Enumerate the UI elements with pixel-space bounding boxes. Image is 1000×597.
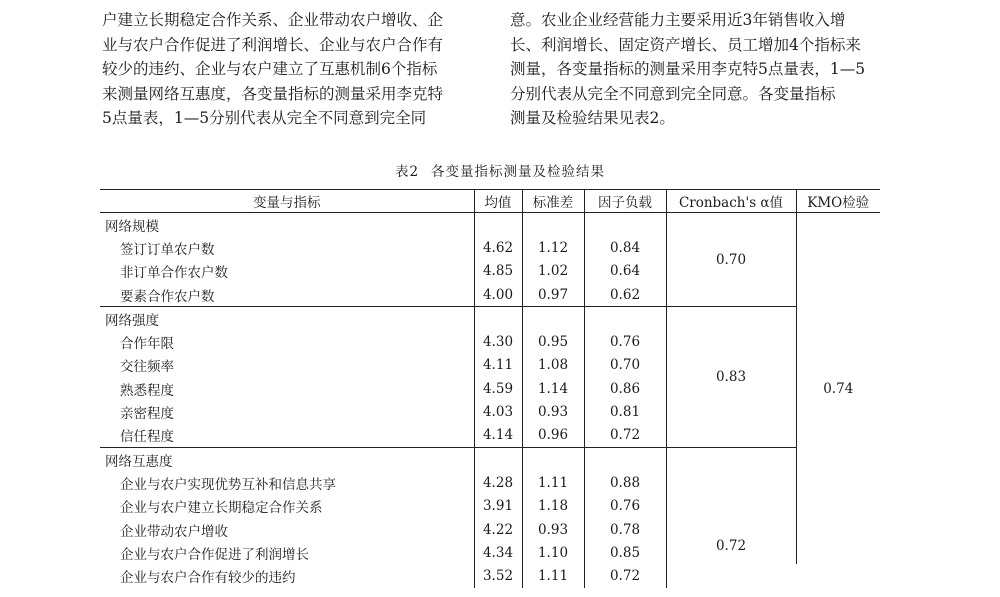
sd-cell: 1.18 (522, 495, 584, 518)
loading-cell: 0.72 (584, 424, 666, 448)
indicator-label: 企业带动农户增收 (120, 523, 228, 540)
body-text-line: 测量及检验结果见表2。 (510, 109, 675, 127)
mean-cell: 4.59 (474, 377, 522, 400)
mean-cell: 4.85 (474, 260, 522, 283)
results-table (100, 189, 880, 588)
header-variable: 变量与指标 (100, 190, 474, 213)
table-row (100, 564, 880, 587)
indicator-label: 交往频率 (120, 359, 174, 376)
body-text-line: 分别代表从完全不同意到完全同意。各变量指标 (510, 84, 836, 103)
loading-cell: 0.76 (584, 495, 666, 518)
loading-cell: 0.84 (584, 236, 666, 259)
loading-cell: 0.81 (584, 400, 666, 423)
body-text-line: 较少的违约、企业与农户建立了互惠机制6个指标 (102, 60, 438, 78)
group-row (100, 213, 880, 237)
mean-cell: 4.62 (474, 236, 522, 259)
indicator-label: 非订单合作农户数 (120, 265, 228, 282)
sd-cell: 1.12 (522, 236, 584, 259)
loading-cell: 0.86 (584, 377, 666, 400)
mean-cell: 4.14 (474, 424, 522, 448)
loading-cell: 0.88 (584, 471, 666, 494)
mean-cell: 4.11 (474, 354, 522, 377)
indicator-label: 企业与农户实现优势互补和信息共享 (120, 476, 336, 493)
table-caption (0, 160, 1000, 180)
body-text-line: 5点量表，1—5分别代表从完全不同意到完全同 (102, 109, 427, 127)
header-loading: 因子负载 (584, 190, 666, 213)
loading-cell: 0.78 (584, 518, 666, 541)
table-header-row (100, 190, 880, 213)
mean-cell: 4.34 (474, 541, 522, 564)
alpha-value: 0.72 (666, 447, 796, 564)
sd-cell: 0.93 (522, 400, 584, 423)
sd-cell: 0.93 (522, 518, 584, 541)
mean-cell: 4.30 (474, 330, 522, 353)
alpha-value: 0.70 (666, 213, 796, 307)
indicator-label: 企业与农户合作有较少的违约 (120, 570, 296, 587)
body-text-line: 来测量网络互惠度，各变量指标的测量采用李克特 (102, 84, 444, 103)
indicator-label: 亲密程度 (120, 406, 174, 423)
loading-cell: 0.85 (584, 541, 666, 564)
header-mean: 均值 (474, 190, 522, 213)
header-kmo: KMO检验 (796, 190, 880, 213)
mean-cell: 3.91 (474, 495, 522, 518)
body-text-right-column (510, 8, 890, 131)
mean-cell: 3.52 (474, 564, 522, 587)
body-text-line: 长、利润增长、固定资产增长、员工增加4个指标来 (510, 35, 861, 54)
group-row (100, 307, 880, 331)
body-text-line: 业与农户合作促进了利润增长、企业与农户合作有 (102, 35, 444, 54)
sd-cell: 0.95 (522, 330, 584, 353)
sd-cell: 1.08 (522, 354, 584, 377)
sd-cell: 1.02 (522, 260, 584, 283)
table-title: 各变量指标测量及检验结果 (431, 164, 606, 180)
body-text-line: 意。农业企业经营能力主要采用近3年销售收入增 (510, 11, 846, 29)
indicator-label: 企业与农户建立长期稳定合作关系 (120, 500, 323, 517)
body-text-line: 户建立长期稳定合作关系、企业带动农户增收、企 (102, 11, 444, 29)
indicator-label: 合作年限 (120, 336, 174, 353)
indicator-label: 熟悉程度 (120, 382, 174, 399)
table-number: 表2 (394, 164, 420, 180)
indicator-label: 要素合作农户数 (120, 288, 215, 305)
sd-cell: 1.11 (522, 471, 584, 494)
body-text-line: 测量，各变量指标的测量采用李克特5点量表，1—5 (510, 60, 866, 78)
loading-cell: 0.72 (584, 564, 666, 587)
group-row (100, 447, 880, 471)
mean-cell: 4.28 (474, 471, 522, 494)
indicator-label: 签订订单农户数 (120, 241, 215, 258)
mean-cell: 4.00 (474, 283, 522, 307)
group-label: 网络规模 (105, 218, 159, 235)
alpha-value: 0.83 (666, 307, 796, 448)
loading-cell: 0.70 (584, 354, 666, 377)
kmo-value: 0.74 (796, 213, 880, 565)
loading-cell: 0.62 (584, 283, 666, 307)
header-sd: 标准差 (522, 190, 584, 213)
group-label: 网络互惠度 (100, 447, 474, 471)
loading-cell: 0.76 (584, 330, 666, 353)
body-text-left-column (102, 8, 482, 131)
sd-cell: 1.10 (522, 541, 584, 564)
sd-cell: 0.96 (522, 424, 584, 448)
indicator-label: 企业与农户合作促进了利润增长 (120, 546, 309, 563)
sd-cell: 1.11 (522, 564, 584, 587)
loading-cell: 0.64 (584, 260, 666, 283)
group-label: 网络强度 (100, 307, 474, 331)
indicator-label: 信任程度 (120, 429, 174, 446)
mean-cell: 4.22 (474, 518, 522, 541)
sd-cell: 1.14 (522, 377, 584, 400)
mean-cell: 4.03 (474, 400, 522, 423)
header-alpha: Cronbach's α值 (666, 190, 796, 213)
sd-cell: 0.97 (522, 283, 584, 307)
